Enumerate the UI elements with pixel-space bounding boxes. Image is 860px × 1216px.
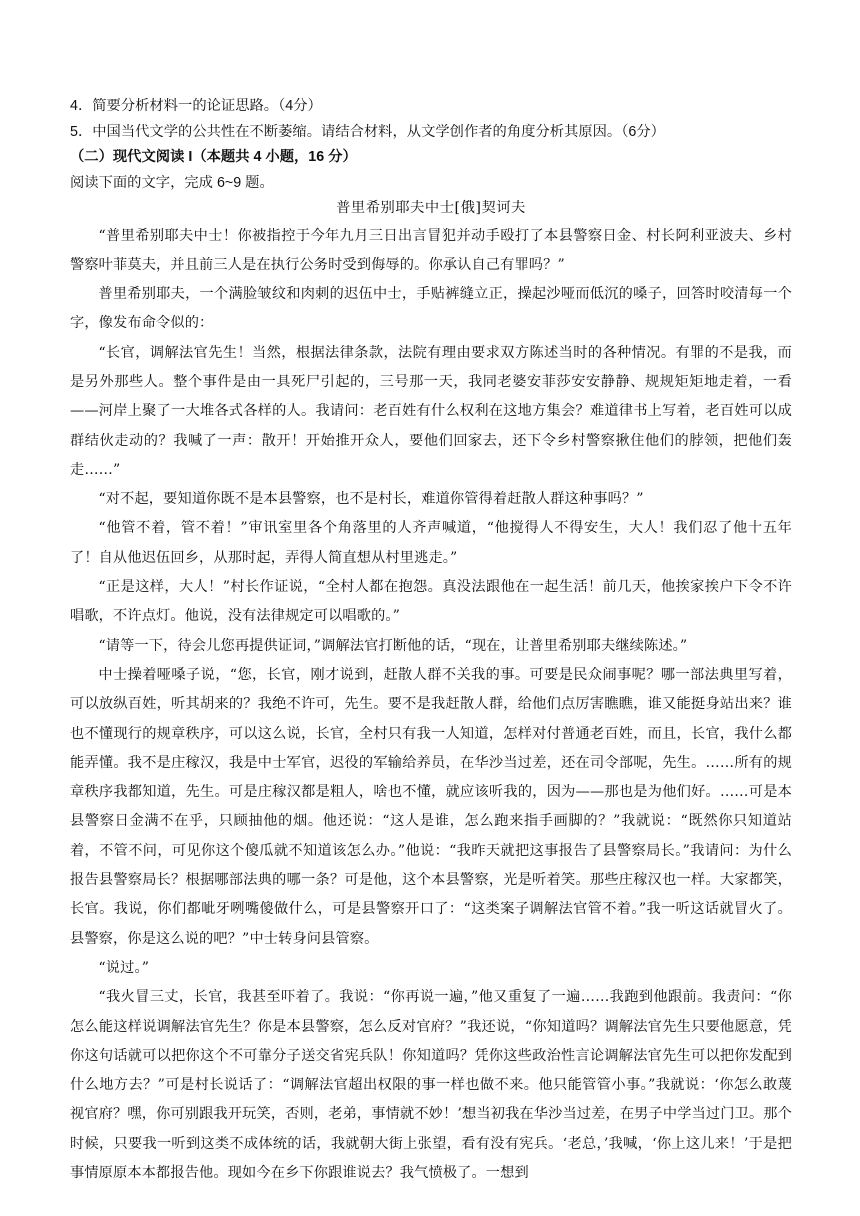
document-page (70, 94, 792, 1188)
section-heading: （二）现代文阅读 I（本题共 4 小题，16 分） (70, 149, 357, 165)
story-paragraph: “说过。” (98, 959, 150, 976)
story-paragraph: “正是这样，大人！”村长作证说，“全村人都在抱怨。真没法跟他在一起生活！前几天，他挨家挨户下令不许唱歌，不许点灯。他说，没有法律规定可以唱歌的。” (70, 579, 792, 625)
story-paragraph: 中士操着哑嗓子说，“您，长官，刚才说到，赶散人群不关我的事。可要是民众闹事呢？哪一部法典里写着，可以放纵百姓，听其胡来的？我绝不许可，先生。要不是我赶散人群，给他们点厉害瞧瞧，谁又能挺身站出来？谁也不懂现行的规章秩序，可以这么说，长官，全村只有我一人知道，怎样对付普通老百姓，而且，长官，我什么都能弄懂。我不是庄稼汉，我是中士军官，迟役的军输给养员，在华沙当过差，还在司令部呢，先生。……所有的规章秩序我都知道，先生。可是庄稼汉都是粗人，啥也不懂，就应该听我的，因为——那也是为他们好。……可是本县警察日金满不在乎，只顾抽他的烟。他还说：“这人是谁，怎么跑来指手画脚的？”我就说：“既然你只知道站着，不管不问，可见你这个傻瓜就不知道该怎么办。”他说：“我昨天就把这事报告了县警察局长。”我请问：为什么报告县警察局长？根据哪部法典的哪一条？可是他，这个本县警察，光是听着笑。那些庄稼汉也一样。大家都笑，长官。我说，你们都呲牙咧嘴傻做什么，可是县警察开口了：“这类案子调解法官管不着。”我一听这话就冒火了。县警察，你是这么说的吧？”中士转身问县管察。 (70, 666, 792, 947)
story-paragraph: “请等一下，待会儿您再提供证词，”调解法官打断他的话，“现在，让普里希别耶夫继续陈述。” (98, 637, 688, 654)
question-4: 4．简要分析材料一的论证思路。（4分） (70, 98, 322, 114)
story-title: 普里希别耶夫中士[俄]契诃夫 (336, 200, 526, 216)
story-body (70, 222, 792, 1189)
story-paragraph: “对不起，要知道你既不是本县警察，也不是村长，难道你管得着赶散人群这种事吗？” (98, 491, 644, 508)
story-paragraph: “他管不着，管不着！”审讯室里各个角落里的人齐声喊道，“他搅得人不得安生，大人！我们忍了他十五年了！自从他迟伍回乡，从那时起，弄得人简直想从村里逃走。” (70, 520, 792, 566)
story-paragraph: “普里希别耶夫中士！你被指控于今年九月三日出言冒犯并动手殴打了本县警察日金、村长阿利亚波夫、乡村警察叶菲莫夫，并且前三人是在执行公务时受到侮辱的。你承认自己有罪吗？” (70, 227, 792, 273)
story-paragraph: 普里希别耶夫，一个满脸皱纹和肉刺的迟伍中士，手贴裤缝立正，操起沙哑而低沉的嗓子，回答时咬清每一个字，像发布命令似的： (70, 286, 792, 332)
story-paragraph: “长官，调解法官先生！当然，根据法律条款，法院有理由要求双方陈述当时的各种情况。有罪的不是我，而是另外那些人。整个事件是由一具死尸引起的，三号那一天，我同老婆安菲莎安安静静、规规矩矩地走着，一看——河岸上聚了一大堆各式各样的人。我请问：老百姓有什么权利在这地方集会？难道律书上写着，老百姓可以成群结伙走动的？我喊了一声：散开！开始推开众人，要他们回家去，还下令乡村警察揪住他们的脖领，把他们轰走……” (70, 344, 792, 478)
question-5: 5．中国当代文学的公共性在不断萎缩。请结合材料，从文学创作者的角度分析其原因。（6分） (70, 123, 665, 140)
section-instruction: 阅读下面的文字，完成 6~9 题。 (70, 174, 274, 191)
story-paragraph: “我火冒三丈，长官，我甚至吓着了。我说：“你再说一遍，”他又重复了一遍……我跑到他跟前。我责问：“你怎么能这样说调解法官先生？你是本县警察，怎么反对官府？”我还说，“你知道吗？调解法官先生只要他愿意，凭你这句话就可以把你这个不可靠分子送交省宪兵队！你知道吗？凭你这些政治性言论调解法官先生可以把你发配到什么地方去？”可是村长说话了：“调解法官超出权限的事一样也做不来。他只能管管小事。”我就说：‘你怎么敢蔑视官府？嘿，你可别跟我开玩笑，否则，老弟，事情就不妙！’想当初我在华沙当过差，在男子中学当过门卫。那个时候，只要我一听到这类不成体统的话，我就朝大街上张望，看有没有宪兵。‘老总，’我喊，‘你上这儿来！’于是把事情原原本本都报告他。现如今在乡下你跟谁说去？我气愤极了。一想到 (70, 989, 792, 1181)
